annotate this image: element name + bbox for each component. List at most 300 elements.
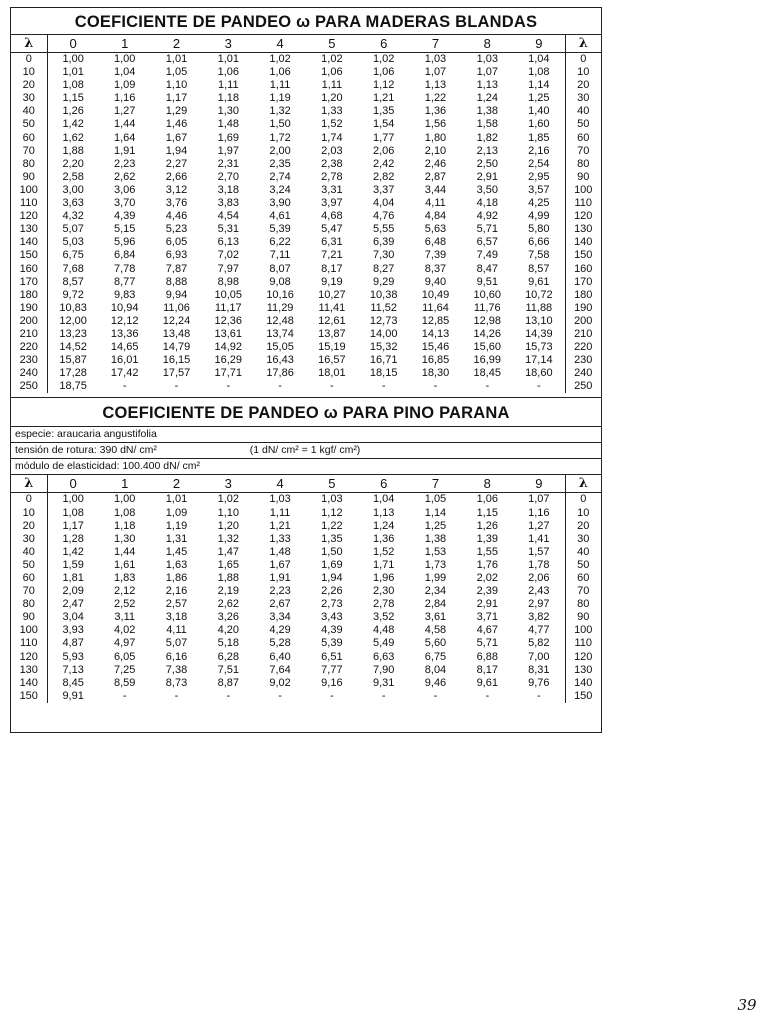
coefficient-cell: 1,03 (321, 493, 343, 506)
tension-text: tensión de rotura: 390 dN/ cm² (15, 444, 157, 457)
coefficient-cell: 9,91 (62, 689, 84, 702)
coefficient-cell: 1,03 (476, 53, 498, 65)
coefficient-cell: 16,85 (421, 354, 450, 367)
lambda-cell: 110 (11, 637, 47, 650)
coefficient-cell: 2,54 (528, 157, 550, 170)
table-row (11, 585, 601, 598)
coefficient-cell: 1,17 (62, 519, 84, 532)
table-row (11, 533, 601, 546)
coefficient-cell: 1,52 (372, 545, 395, 558)
coefficient-cell: 1,80 (424, 131, 447, 144)
coefficient-cell: 1,09 (165, 506, 188, 519)
lambda-cell: 90 (11, 611, 47, 624)
table-row (11, 105, 601, 118)
coefficient-cell: - (433, 380, 438, 393)
table-row (11, 171, 601, 184)
coefficient-cell: 5,23 (165, 223, 188, 236)
coefficient-cell: 2,46 (424, 157, 447, 170)
coefficient-cell: 1,91 (269, 572, 291, 584)
column-header: 8 (461, 35, 513, 53)
coefficient-cell: 1,36 (424, 105, 447, 118)
coefficient-cell: 1,04 (528, 53, 550, 65)
table1-header-row (11, 35, 601, 53)
column-header: 9 (513, 475, 565, 493)
lambda-cell: 160 (11, 263, 47, 276)
coefficient-cell: 3,04 (62, 611, 84, 624)
coefficient-cell: 8,31 (528, 663, 550, 676)
coefficient-cell: 1,01 (165, 493, 188, 506)
coefficient-cell: 1,40 (528, 105, 550, 118)
coefficient-cell: 2,27 (165, 157, 188, 170)
coefficient-cell: 1,53 (424, 545, 447, 558)
coefficient-cell: 1,28 (62, 532, 84, 545)
coefficient-cell: 2,62 (217, 598, 239, 611)
coefficient-cell: 1,42 (62, 545, 84, 558)
coefficient-cell: 1,06 (372, 66, 395, 79)
page-number: 39 (737, 996, 757, 1014)
coefficient-cell: 1,07 (424, 66, 447, 79)
coefficient-cell: 16,29 (214, 354, 243, 367)
coefficient-cell: 1,15 (476, 506, 498, 519)
coefficient-cell: 7,51 (217, 663, 239, 676)
coefficient-cell: 1,18 (217, 92, 239, 105)
coefficient-cell: 3,37 (372, 183, 395, 196)
table-row (11, 354, 601, 367)
coefficient-cell: 1,86 (165, 572, 188, 584)
lambda-cell: 180 (565, 289, 601, 302)
coefficient-cell: 2,34 (424, 585, 447, 598)
coefficient-cell: 8,57 (62, 275, 84, 288)
coefficient-cell: 11,17 (214, 301, 242, 314)
coefficient-cell: 1,33 (269, 532, 291, 545)
lambda-cell: 10 (11, 66, 47, 79)
coefficient-cell: 9,19 (321, 275, 343, 288)
coefficient-cell: 10,38 (369, 288, 398, 301)
table2-header-row (11, 475, 601, 493)
lambda-cell: 140 (11, 677, 47, 690)
column-header: 5 (306, 475, 358, 493)
coefficient-cell: 2,42 (372, 157, 395, 170)
coefficient-cell: 1,62 (62, 131, 84, 144)
coefficient-cell: 15,05 (266, 341, 294, 354)
coefficient-cell: 1,14 (528, 79, 550, 92)
table-row (11, 79, 601, 92)
lambda-cell: 80 (565, 158, 601, 171)
coefficient-cell: 2,06 (528, 572, 550, 584)
coefficient-cell: 1,44 (113, 545, 136, 558)
lambda-cell: 50 (11, 559, 47, 572)
coefficient-cell: 4,20 (217, 624, 239, 637)
lambda-cell: 30 (11, 533, 47, 546)
coefficient-cell: 1,38 (476, 105, 498, 118)
coefficient-cell: - (278, 380, 282, 393)
coefficient-cell: 4,04 (372, 197, 395, 210)
coefficient-cell: 1,02 (321, 53, 343, 65)
coefficient-cell: 1,25 (528, 92, 550, 105)
coefficient-cell: 5,18 (217, 637, 239, 650)
coefficient-cell: - (381, 380, 386, 393)
coefficient-cell: 3,44 (424, 183, 447, 196)
column-header: 0 (47, 35, 99, 53)
coefficient-cell: 7,78 (113, 262, 136, 275)
lambda-cell: 40 (11, 546, 47, 559)
lambda-cell: 140 (11, 236, 47, 249)
table-row (11, 249, 601, 262)
coefficient-cell: 1,32 (217, 532, 239, 545)
coefficient-cell: 1,16 (113, 92, 136, 105)
coefficient-cell: 1,05 (165, 66, 188, 79)
coefficient-cell: 2,38 (321, 157, 343, 170)
coefficient-cell: 1,26 (476, 519, 498, 532)
coefficient-cell: 18,15 (369, 367, 398, 380)
lambda-cell: 100 (11, 624, 47, 637)
coefficient-cell: 5,93 (62, 650, 84, 663)
table-row (11, 210, 601, 223)
coefficient-cell: 9,31 (372, 676, 395, 689)
lambda-cell: 60 (11, 132, 47, 145)
coefficient-cell: 1,99 (424, 572, 447, 584)
coefficient-cell: 3,34 (269, 611, 291, 624)
coefficient-cell: 15,32 (369, 341, 398, 354)
coefficient-cell: 1,42 (62, 118, 84, 131)
coefficient-cell: 1,22 (424, 92, 447, 105)
coefficient-cell: 7,13 (62, 663, 84, 676)
coefficient-cell: 4,32 (62, 210, 84, 223)
table-row (11, 145, 601, 158)
coefficient-cell: 2,95 (528, 170, 550, 183)
coefficient-cell: 7,68 (62, 262, 84, 275)
coefficient-cell: 8,07 (269, 262, 291, 275)
coefficient-cell: 5,63 (424, 223, 447, 236)
lambda-cell: 10 (565, 507, 601, 520)
table-row (11, 611, 601, 624)
coefficient-cell: 7,00 (528, 650, 550, 663)
lambda-cell: 140 (565, 677, 601, 690)
coefficient-cell: 2,91 (476, 170, 498, 183)
lambda-cell: 160 (565, 263, 601, 276)
coefficient-cell: 13,61 (214, 327, 243, 340)
lambda-cell: 110 (565, 197, 601, 210)
coefficient-cell: 1,02 (372, 53, 395, 65)
coefficient-cell: 1,46 (165, 118, 188, 131)
coefficient-cell: 1,76 (476, 558, 498, 571)
coefficient-cell: 1,00 (62, 53, 84, 65)
coefficient-cell: - (174, 380, 179, 393)
coefficient-cell: 3,70 (113, 197, 136, 210)
coefficient-cell: 6,13 (217, 236, 239, 249)
coefficient-cell: 1,01 (62, 66, 84, 79)
coefficient-cell: - (381, 689, 386, 702)
coefficient-cell: 4,97 (113, 637, 136, 650)
lambda-cell: 50 (565, 118, 601, 131)
table1-maderas-blandas (11, 35, 601, 393)
lambda-cell: 120 (11, 651, 47, 664)
coefficient-cell: 1,07 (528, 493, 550, 506)
coefficient-cell: 1,30 (217, 105, 239, 118)
coefficient-cell: 3,26 (217, 611, 239, 624)
coefficient-cell: 6,75 (62, 249, 84, 262)
coefficient-cell: 4,68 (321, 210, 343, 223)
coefficient-cell: 9,40 (424, 275, 447, 288)
coefficient-cell: 7,87 (165, 262, 188, 275)
coefficient-cell: 2,78 (321, 170, 343, 183)
coefficient-cell: 17,57 (162, 367, 191, 380)
coefficient-cell: 9,94 (165, 288, 188, 301)
coefficient-cell: 1,81 (62, 572, 84, 584)
coefficient-cell: 2,00 (269, 144, 291, 157)
coefficient-cell: 11,06 (163, 301, 190, 314)
coefficient-cell: 1,00 (113, 493, 136, 506)
coefficient-cell: 3,93 (62, 624, 84, 637)
lambda-cell: 200 (11, 315, 47, 328)
table-row (11, 507, 601, 520)
coefficient-cell: 1,77 (372, 131, 395, 144)
coefficient-cell: 2,12 (113, 585, 136, 598)
coefficient-cell: 3,97 (321, 197, 343, 210)
table-row (11, 624, 601, 637)
coefficient-cell: - (278, 689, 282, 702)
coefficient-cell: 2,74 (269, 170, 291, 183)
coefficient-cell: 1,02 (269, 53, 291, 65)
coefficient-cell: 6,05 (165, 236, 188, 249)
coefficient-cell: 2,16 (528, 144, 550, 157)
coefficient-cell: 1,24 (476, 92, 498, 105)
coefficient-cell: 2,30 (372, 585, 395, 598)
coefficient-cell: 1,54 (372, 118, 395, 131)
coefficient-cell: 2,23 (113, 157, 136, 170)
coefficient-cell: 4,77 (528, 624, 550, 637)
coefficient-cell: 8,17 (321, 262, 343, 275)
coefficient-cell: 5,49 (372, 637, 395, 650)
lambda-header: λ (565, 35, 601, 53)
coefficient-cell: 7,39 (424, 249, 447, 262)
coefficient-cell: 12,98 (473, 314, 502, 327)
coefficient-cell: 6,31 (321, 236, 343, 249)
coefficient-cell: 14,13 (421, 327, 450, 340)
coefficient-cell: 12,85 (421, 314, 450, 327)
coefficient-cell: 14,65 (110, 341, 139, 354)
coefficient-cell: 1,72 (269, 131, 291, 144)
lambda-cell: 190 (565, 302, 601, 315)
coefficient-cell: 11,88 (525, 301, 553, 314)
coefficient-cell: 3,43 (321, 611, 343, 624)
coefficient-cell: 2,57 (165, 598, 188, 611)
lambda-cell: 150 (565, 690, 601, 703)
coefficient-cell: 1,47 (217, 545, 239, 558)
lambda-cell: 70 (11, 585, 47, 598)
coefficient-cell: - (537, 689, 541, 702)
column-header: 6 (358, 35, 410, 53)
lambda-cell: 90 (11, 171, 47, 184)
table-row (11, 328, 601, 341)
lambda-cell: 230 (565, 354, 601, 367)
coefficient-cell: 5,71 (476, 223, 498, 236)
lambda-cell: 130 (565, 223, 601, 236)
lambda-cell: 70 (565, 585, 601, 598)
coefficient-cell: 1,94 (321, 572, 343, 584)
coefficient-cell: 7,49 (476, 249, 498, 262)
column-header: 1 (99, 475, 151, 493)
column-header: 4 (254, 475, 306, 493)
coefficient-cell: 6,88 (476, 650, 498, 663)
coefficient-cell: 2,52 (113, 598, 136, 611)
coefficient-cell: 11,76 (473, 301, 501, 314)
lambda-cell: 20 (565, 520, 601, 533)
coefficient-cell: 9,61 (528, 275, 550, 288)
coefficient-cell: 11,29 (266, 301, 294, 314)
lambda-cell: 70 (11, 145, 47, 158)
coefficient-cell: 4,76 (372, 210, 395, 223)
coefficient-cell: 14,52 (59, 341, 87, 354)
coefficient-cell: 18,30 (421, 367, 450, 380)
column-header: 4 (254, 35, 306, 53)
column-header: 2 (151, 475, 203, 493)
lambda-cell: 120 (565, 651, 601, 664)
coefficient-cell: 3,61 (424, 611, 447, 624)
coefficient-cell: 4,25 (528, 197, 550, 210)
column-header: 7 (410, 35, 462, 53)
coefficient-cell: 6,75 (424, 650, 447, 663)
coefficient-cell: 14,79 (162, 341, 191, 354)
coefficient-cell: 1,50 (321, 545, 343, 558)
lambda-cell: 10 (11, 507, 47, 520)
coefficient-cell: 8,73 (165, 676, 188, 689)
coefficient-cell: 9,02 (269, 676, 291, 689)
coefficient-cell: 1,20 (217, 519, 239, 532)
lambda-cell: 0 (11, 53, 47, 67)
coefficient-cell: 1,55 (476, 545, 498, 558)
coefficient-cell: 17,71 (214, 367, 243, 380)
coefficient-cell: 4,46 (165, 210, 188, 223)
coefficient-cell: 2,58 (62, 170, 84, 183)
coefficient-cell: 14,00 (369, 327, 398, 340)
table-row (11, 276, 601, 289)
coefficient-cell: 1,18 (113, 519, 136, 532)
lambda-cell: 100 (565, 184, 601, 197)
coefficient-cell: 4,61 (269, 210, 291, 223)
coefficient-cell: 2,13 (476, 144, 498, 157)
coefficient-cell: 8,57 (528, 262, 550, 275)
coefficient-cell: 1,88 (217, 572, 239, 584)
coefficient-cell: 2,47 (62, 598, 84, 611)
coefficient-cell: 2,78 (372, 598, 395, 611)
coefficient-cell: 12,24 (162, 314, 191, 327)
coefficient-cell: 7,64 (269, 663, 291, 676)
coefficient-cell: - (174, 689, 179, 702)
coefficient-cell: 1,04 (372, 493, 395, 506)
lambda-cell: 250 (11, 380, 47, 393)
coefficient-cell: 3,06 (113, 183, 136, 196)
coefficient-cell: 9,51 (476, 275, 498, 288)
table-row (11, 546, 601, 559)
column-header: 2 (151, 35, 203, 53)
table-row (11, 118, 601, 131)
lambda-cell: 20 (11, 79, 47, 92)
table-row (11, 66, 601, 79)
table-row (11, 302, 601, 315)
table-row (11, 637, 601, 650)
coefficient-cell: 4,48 (372, 624, 395, 637)
coefficient-cell: 3,52 (372, 611, 395, 624)
coefficient-cell: 17,86 (266, 367, 294, 380)
coefficient-cell: 6,39 (372, 236, 395, 249)
coefficient-cell: 4,29 (269, 624, 291, 637)
lambda-cell: 170 (565, 276, 601, 289)
coefficient-cell: 1,04 (113, 66, 136, 79)
coefficient-cell: 8,47 (476, 262, 498, 275)
coefficient-cell: 1,29 (165, 105, 188, 118)
table-row (11, 367, 601, 380)
coefficient-cell: 1,03 (424, 53, 447, 65)
coefficient-cell: 15,46 (421, 341, 450, 354)
coefficient-cell: 1,61 (113, 558, 136, 571)
coefficient-cell: 3,31 (321, 183, 343, 196)
coefficient-cell: 1,14 (424, 506, 447, 519)
coefficient-cell: 5,47 (321, 223, 343, 236)
coefficient-cell: 16,57 (318, 354, 346, 367)
coefficient-cell: 1,57 (528, 545, 550, 558)
coefficient-cell: 2,23 (269, 585, 291, 598)
coefficient-cell: 1,69 (321, 558, 343, 571)
coefficient-cell: 1,11 (269, 506, 291, 519)
coefficient-cell: 14,92 (214, 341, 243, 354)
coefficient-cell: 1,26 (62, 105, 84, 118)
lambda-cell: 40 (11, 105, 47, 118)
coefficient-cell: 5,60 (424, 637, 447, 650)
coefficient-cell: 4,11 (166, 624, 187, 637)
coefficient-cell: 5,55 (372, 223, 395, 236)
coefficient-cell: 1,00 (113, 53, 136, 65)
coefficient-sheet (10, 7, 602, 733)
coefficient-cell: 1,21 (269, 519, 291, 532)
coefficient-cell: 4,92 (476, 210, 498, 223)
coefficient-cell: 1,19 (165, 519, 188, 532)
coefficient-cell: 5,96 (113, 236, 136, 249)
table-row (11, 664, 601, 677)
coefficient-cell: - (226, 689, 231, 702)
lambda-cell: 0 (565, 493, 601, 507)
lambda-header: λ (565, 475, 601, 493)
table-row (11, 263, 601, 276)
lambda-header: λ (11, 475, 47, 493)
coefficient-cell: - (122, 380, 127, 393)
coefficient-cell: 5,15 (113, 223, 136, 236)
coefficient-cell: 1,56 (424, 118, 447, 131)
lambda-cell: 90 (565, 611, 601, 624)
coefficient-cell: 7,97 (217, 262, 239, 275)
coefficient-cell: 10,49 (421, 288, 450, 301)
lambda-cell: 190 (11, 302, 47, 315)
coefficient-cell: 7,02 (217, 249, 239, 262)
coefficient-cell: 1,12 (321, 506, 343, 519)
coefficient-cell: 1,94 (165, 144, 188, 157)
coefficient-cell: 2,66 (165, 170, 188, 183)
coefficient-cell: 16,99 (473, 354, 502, 367)
coefficient-cell: 1,06 (217, 66, 239, 79)
coefficient-cell: 4,58 (424, 624, 447, 637)
coefficient-cell: 5,80 (528, 223, 550, 236)
coefficient-cell: 1,11 (217, 79, 239, 92)
table-row (11, 197, 601, 210)
coefficient-cell: 5,07 (62, 223, 84, 236)
lambda-cell: 140 (565, 236, 601, 249)
coefficient-cell: 4,54 (217, 210, 239, 223)
lambda-cell: 130 (11, 223, 47, 236)
table-row (11, 341, 601, 354)
coefficient-cell: 1,27 (113, 105, 136, 118)
lambda-cell: 170 (11, 276, 47, 289)
coefficient-cell: 9,61 (476, 676, 498, 689)
